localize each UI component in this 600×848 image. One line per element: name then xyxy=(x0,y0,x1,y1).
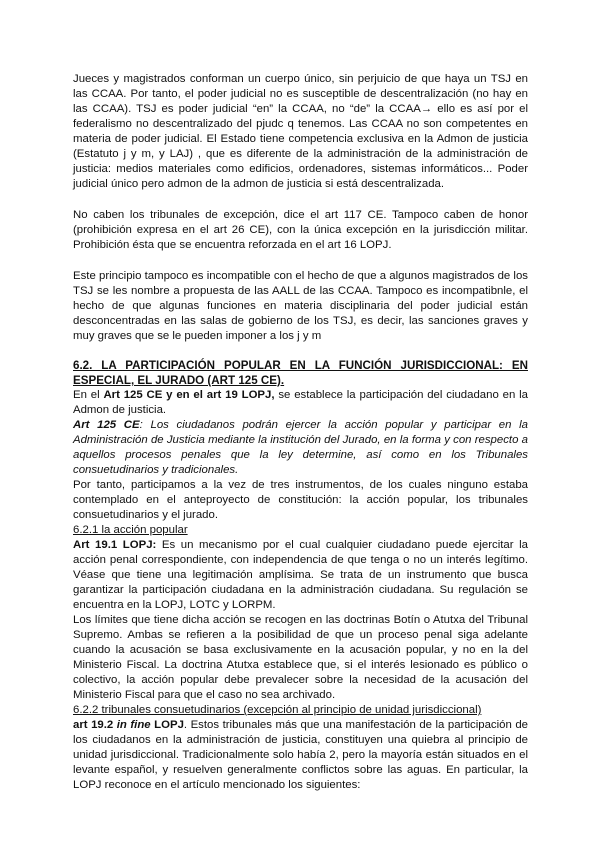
paragraph-poder-judicial-unico: Jueces y magistrados conforman un cuerpo único, sin perjuicio de que haya un TSJ en las CCAA. Por tanto, el poder judicial no es susceptible de descentralización (no hay en las CCAA). TSJ es poder judicial “en” la CCAA, no “de” la CCAA→ ello es así por el federalismo no descentralizado del pjudc q tenemos. Las CCAA no son competentes en materia de poder judicial. El Estado tiene competencia exclusiva en la Admon de justicia (Estatuto j y m, y LAJ) , que es diferente de la administración de la administración de justicia: medios materiales como edificios, ordenadores, sistemas informáticos... Poder judicial único pero admon de la admon de justicia si está descentralizada. xyxy=(73,73,528,190)
paragraph-doctrinas: Los límites que tiene dicha acción se recogen en las doctrinas Botín o Atutxa del Tribunal Supremo. Ambas se refieren a la posibilidad de que un proceso penal siga adelante cuando la acusación se basa exclusivamente en la acusación popular, y no en la del Ministerio Fiscal. La doctrina Atutxa establece que, si el interés lesionado es público o colectivo, la acción popular debe prevalecer sobre la necesidad de la acusación del Ministerio Fiscal para que el caso no sea archivado. xyxy=(73,614,528,701)
paragraph-tres-instrumentos: Por tanto, participamos a la vez de tres instrumentos, de los cuales ninguno estaba contemplado en el anteproyecto de constitución: la acción popular, los tribunales consuetudinarios y el jurado. xyxy=(73,479,528,521)
bold-reference: Art 19.1 LOPJ: xyxy=(73,539,157,551)
quote-article-label: Art 125 CE xyxy=(73,419,140,431)
paragraph-art-125: En el Art 125 CE y en el art 19 LOPJ, se establece la participación del ciudadano en la Admon de justicia. xyxy=(73,389,528,416)
quote-text: : Los ciudadanos podrán ejercer la acción popular y participar en la Administración de Justicia mediante la institución del Jurado, en la forma y con respecto a aquellos procesos penales que la ley determine, así como en los Tribunales consuetudinarios y tradicionales. xyxy=(73,419,528,476)
paragraph-tribunales-excepcion: No caben los tribunales de excepción, dice el art 117 CE. Tampoco caben de honor (prohibición expresa en el art 26 CE), con la única excepción en la jurisdicción militar. Prohibición ésta que se encuentra reforzada en el art 16 LOPJ. xyxy=(73,209,528,251)
subheading-accion-popular: 6.2.1 la acción popular xyxy=(73,524,188,536)
subheading-tribunales-consuetudinarios: 6.2.2 tribunales consuetudinarios (excepción al principio de unidad jurisdiccional) xyxy=(73,704,482,716)
bold-reference: Art 125 CE y en el art 19 LOPJ, xyxy=(103,389,275,401)
paragraph-art-19-2: art 19.2 in fine LOPJ. Estos tribunales más que una manifestación de la participación de los ciudadanos en la administración de justicia, constituyen una quiebra al principio de unidad jurisdiccional. Tradicionalmente solo había 2, pero la mayoría están situados en el levante español, y resuelven generalmente conflictos sobre las aguas. En particular, la LOPJ reconoce en el artículo mencionado los siguientes: xyxy=(73,719,528,791)
spacer xyxy=(73,253,528,269)
paragraph-quote-art-125 xyxy=(73,418,528,478)
spacer xyxy=(73,192,528,208)
spacer xyxy=(73,344,528,358)
section-heading: 6.2. LA PARTICIPACIÓN POPULAR EN LA FUNCIÓN JURISDICCIONAL: EN ESPECIAL, EL JURADO (ART 125 CE). xyxy=(73,359,528,387)
paragraph-magistrados-tsj: Este principio tampoco es incompatible con el hecho de que a algunos magistrados de los TSJ se les nombre a propuesta de las AALL de las CCAA. Tampoco es incompatibnle, el hecho de que algunas funciones en materia disciplinaria del poder judicial están desconcentradas en las salas de gobierno de los TSJ, es decir, las sanciones graves y muy graves que se le pueden imponer a los j y m xyxy=(73,270,528,342)
paragraph-art-19-1: Art 19.1 LOPJ: Es un mecanismo por el cual cualquier ciudadano puede ejercitar la acción penal correspondiente, con independencia de que tenga o no un interés legítimo. Véase que tiene una legitimación amplísima. Se trata de un instrumento que busca garantizar la participación ciudadana en la administración ciudadana. Su regulación se encuentra en la LOPJ, LOTC y LORPM. xyxy=(73,539,528,611)
